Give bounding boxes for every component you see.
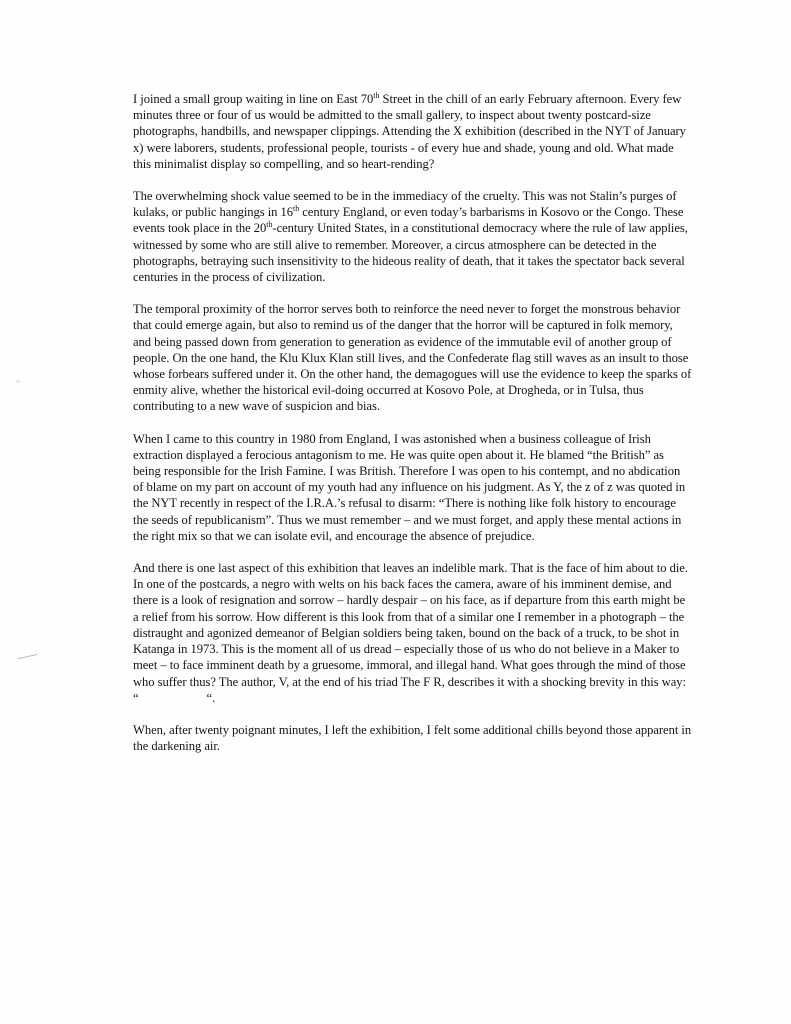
superscript-th: th	[293, 204, 300, 214]
paragraph-6: When, after twenty poignant minutes, I left the exhibition, I felt some additional chills beyond those apparent in the darkening air.	[133, 722, 692, 754]
paragraph-4: When I came to this country in 1980 from England, I was astonished when a business colleague of Irish extraction displayed a ferocious antagonism to me. He was quite open about it. He blamed “the British” as being responsible for the Irish Famine. I was British. Therefore I was open to his contempt, and no abdication of blame on my part on account of my youth had any influence on his judgment. As Y, the z of z was quoted in the NYT recently in respect of the I.R.A.’s refusal to disarm: “There is nothing like folk history to encourage the seeds of republicanism”. Thus we must remember – and we must forget, and apply these mental actions in the right mix so that we can isolate evil, and encourage the absence of prejudice.	[133, 431, 686, 543]
paragraph-2	[133, 188, 693, 285]
paragraph-1-text-b: Street in the chill of an early February afternoon. Every few minutes three or four of us would be admitted to the small gallery, to inspect about twenty postcard-size photographs, handbills, and newspaper clippings. Attending the X exhibition (described in the NYT of January x) were laborers, students, professional people, tourists - of every hue and shade, young and old. What made this minimalist display so compelling, and so heart-rending?	[133, 92, 686, 171]
paragraph-3: The temporal proximity of the horror serves both to reinforce the need never to forget the monstrous behavior that could emerge again, but also to remind us of the danger that the horror will be captured in folk memory, and being passed down from generation to generation as evidence of the immutable evil of another group of people. On the one hand, the Klu Klux Klan still lives, and the Confederate flag still waves as an insult to those whose forbears suffered under it. On the other hand, the demagogues will use the evidence to keep the sparks of enmity alive, whether the historical evil-doing occurred at Kosovo Pole, at Drogheda, or in Tulsa, thus contributing to a new wave of suspicion and bias.	[133, 302, 692, 414]
paragraph-5-text-a: And there is one last aspect of this exhibition that leaves an indelible mark. That is the face of him about to die. In one of the postcards, a negro with welts on his back faces the camera, aware of his imminent demise, and there is a look of resignation and sorrow – hardly despair – on his face, as if departure from this earth might be a relief from his sorrow. How different is this look from that of a similar one I remember in a photograph – the distraught and agonized demeanor of Belgian soldiers being taken, bound on the back of a truck, to be shot in Katanga in 1973. This is the moment all of us dread – especially those of us who do not believe in a Maker to meet – to face imminent death by a gruesome, immoral, and illegal hand. What goes through the mind of those who suffer thus? The author, V, at the end of his triad The F R, describes it with a shocking brevity in this way: “	[133, 561, 688, 705]
paragraph-5	[133, 560, 693, 706]
superscript-th: th	[266, 220, 273, 230]
scan-mark	[18, 654, 39, 663]
paragraph-2-text-a: The overwhelming shock value seemed to be in the immediacy of the cruelty. This was not Stalin’s purges of kulaks, or public hangings in 16	[133, 189, 677, 220]
scan-speck	[16, 380, 20, 383]
superscript-th: th	[373, 91, 380, 100]
paragraph-1	[133, 91, 693, 172]
paragraph-5-text-b: “.	[206, 690, 216, 705]
paragraph-1-text-a: I joined a small group waiting in line on East 70	[133, 92, 374, 106]
document-body	[133, 91, 693, 770]
paragraph-2-text-b: century England, or even today’s barbarisms in Kosovo or the Congo. These events took place in the 20	[133, 205, 684, 236]
paragraph-2-text-c: -century United States, in a constitutional democracy where the rule of law applies, witnessed by some who are still alive to remember. Moreover, a circus atmosphere can be detected in the photographs, betraying such insensitivity to the hideous reality of death, that it takes the spectator back several centuries in the process of civilization.	[133, 221, 688, 285]
